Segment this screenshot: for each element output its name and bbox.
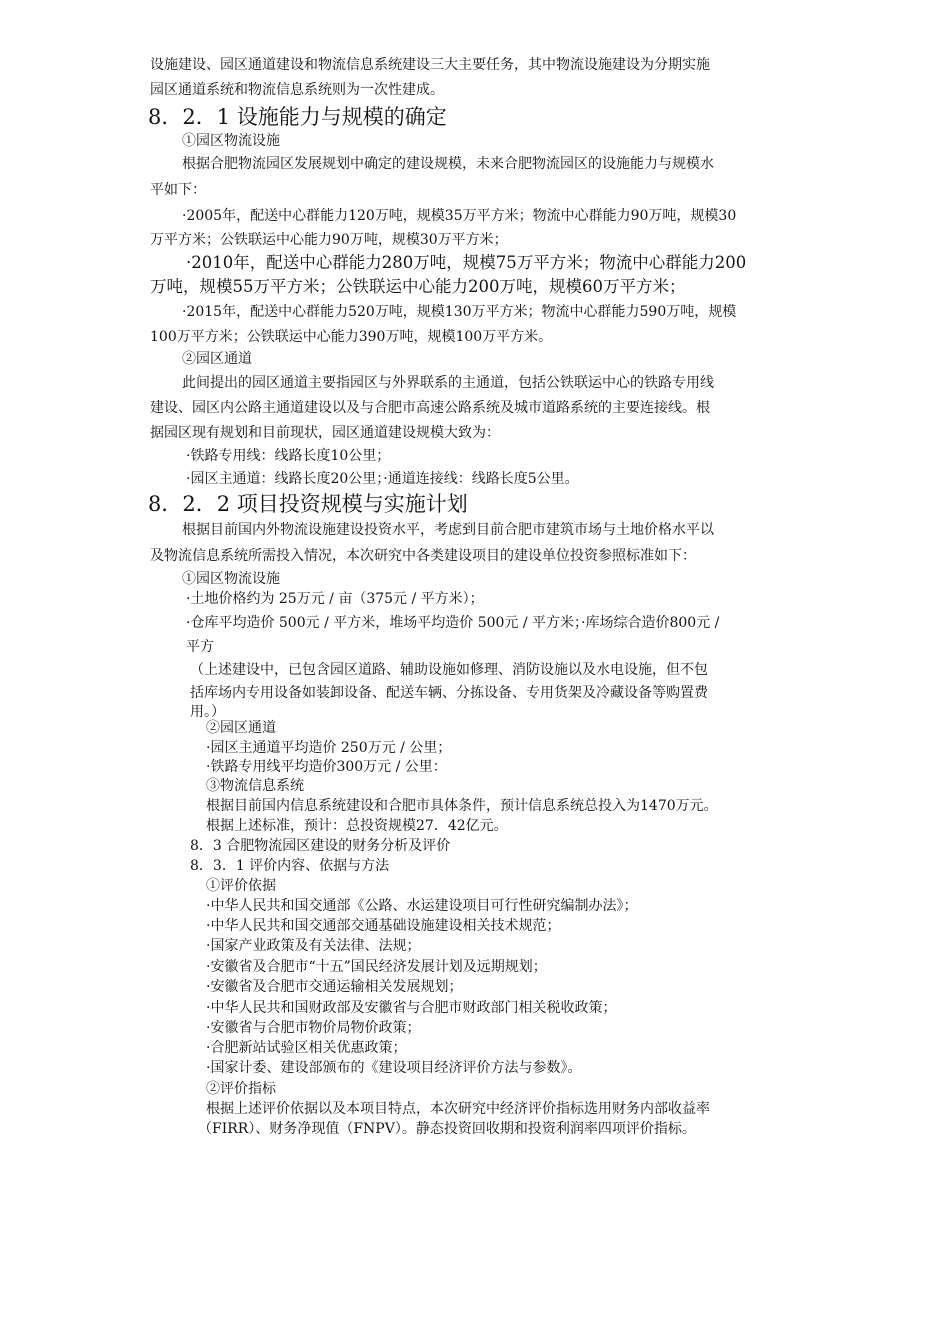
- basis-item: ·安徽省及合肥市“十五”国民经济发展计划及远期规划；: [206, 959, 547, 975]
- paragraph-line: 及物流信息系统所需投入情况，本次研究中各类建设项目的建设单位投资参照标准如下：: [150, 548, 696, 564]
- paragraph-line: 据园区现有规划和目前现状，园区通道建设规模大致为：: [150, 425, 500, 441]
- basis-item: ·合肥新站试验区相关优惠政策；: [206, 1040, 407, 1056]
- basis-item: ·国家产业政策及有关法律、法规；: [206, 938, 421, 954]
- paragraph-line: 根据上述评价依据以及本项目特点，本次研究中经济评价指标选用财务内部收益率: [206, 1101, 710, 1117]
- bullet-2015-line-2: 100万平方米；公铁联运中心能力390万吨，规模100万平方米。: [150, 329, 553, 345]
- basis-item: ·国家计委、建设部颁布的《建设项目经济评价方法与参数》。: [206, 1060, 582, 1076]
- subsection-title-logistics-facilities: ①园区物流设施: [182, 133, 280, 149]
- subsection-title-evaluation-indicators: ②评价指标: [206, 1081, 276, 1097]
- paragraph-line: 根据合肥物流园区发展规划中确定的建设规模，未来合肥物流园区的设施能力与规模水: [182, 156, 714, 172]
- bullet-main-road: ·园区主通道：线路长度20公里；·通道连接线：线路长度5公里。: [186, 471, 579, 487]
- basis-item: ·中华人民共和国交通部《公路、水运建设项目可行性研究编制办法》；: [206, 898, 638, 914]
- bullet-land-price: ·土地价格约为 25万元 / 亩（375元 / 平方米）；: [186, 591, 484, 607]
- subsection-title-evaluation-basis: ①评价依据: [206, 878, 276, 894]
- bullet-2005-line-1: ·2005年，配送中心群能力120万吨，规模35万平方米；物流中心群能力90万吨，规模30: [182, 208, 737, 224]
- basis-item: ·安徽省与合肥市物价局物价政策；: [206, 1020, 421, 1036]
- basis-item: ·安徽省及合肥市交通运输相关发展规划；: [206, 979, 463, 995]
- bullet-2010-line-1: ·2010年，配送中心群能力280万吨，规模75万平方米；物流中心群能力200: [186, 253, 747, 272]
- subsection-title-logistics-facilities: ①园区物流设施: [182, 571, 280, 587]
- note-line-2: 括库场内专用设备如装卸设备、配送车辆、分拣设备、专用货架及冷藏设备等购置费: [190, 685, 708, 701]
- section-heading-8-3-1: 8．3．1 评价内容、依据与方法: [190, 858, 390, 874]
- basis-item: ·中华人民共和国交通部交通基础设施建设相关技术规范；: [206, 918, 561, 934]
- basis-item: ·中华人民共和国财政部及安徽省与合肥市财政部门相关税收政策；: [206, 1000, 617, 1016]
- paragraph-line: 根据目前国内外物流设施建设投资水平，考虑到目前合肥市建筑市场与土地价格水平以: [182, 522, 714, 538]
- subsection-title-info-system: ③物流信息系统: [206, 778, 304, 794]
- bullet-2005-line-2: 万平方米；公铁联运中心能力90万吨，规模30万平方米；: [150, 232, 508, 248]
- paragraph-line: 平如下：: [150, 182, 206, 198]
- bullet-road-cost: ·园区主通道平均造价 250万元 / 公里；: [206, 740, 452, 756]
- section-heading-8-2-2: 8．2．2 项目投资规模与实施计划: [148, 492, 468, 516]
- paragraph-line: 此间提出的园区通道主要指园区与外界联系的主通道，包括公铁联运中心的铁路专用线: [182, 375, 714, 391]
- note-line-1: （上述建设中，已包含园区道路、辅助设施如修理、消防设施以及水电设施，但不包: [190, 662, 708, 678]
- total-investment: 根据上述标准，预计：总投资规模27．42亿元。: [206, 818, 508, 834]
- section-heading-8-2-1: 8．2．1 设施能力与规模的确定: [148, 105, 447, 129]
- info-system-cost: 根据目前国内信息系统建设和合肥市具体条件，预计信息系统总投入为1470万元。: [206, 798, 718, 814]
- paragraph-line: （FIRR）、财务净现值（FNPV）。静态投资回收期和投资利润率四项评价指标。: [198, 1121, 696, 1137]
- bullet-rail-line: ·铁路专用线：线路长度10公里；: [186, 448, 391, 464]
- bullet-rail-cost: ·铁路专用线平均造价300万元 / 公里：: [206, 759, 447, 775]
- paragraph-line: 建设、园区内公路主通道建设以及与合肥市高速公路系统及城市道路系统的主要连接线。根: [150, 400, 710, 416]
- bullet-2010-line-2: 万吨，规模55万平方米；公铁联运中心能力200万吨，规模60万平方米；: [150, 277, 686, 296]
- note-line-3: 用。）: [190, 704, 225, 720]
- bullet-warehouse-cost-line-2: 平方: [186, 639, 214, 655]
- bullet-2015-line-1: ·2015年，配送中心群能力520万吨，规模130万平方米；物流中心群能力590万吨，规模: [182, 304, 737, 320]
- section-heading-8-3: 8．3 合肥物流园区建设的财务分析及评价: [190, 838, 451, 854]
- subsection-title-park-channels: ②园区通道: [182, 351, 252, 367]
- bullet-warehouse-cost-line-1: ·仓库平均造价 500元 / 平方米，堆场平均造价 500元 / 平方米；·库场综合造价800元 /: [186, 615, 720, 631]
- intro-line-1: 设施建设、园区通道建设和物流信息系统建设三大主要任务，其中物流设施建设为分期实施: [150, 57, 710, 73]
- intro-line-2: 园区通道系统和物流信息系统则为一次性建成。: [150, 82, 444, 98]
- subsection-title-park-channels: ②园区通道: [206, 720, 276, 736]
